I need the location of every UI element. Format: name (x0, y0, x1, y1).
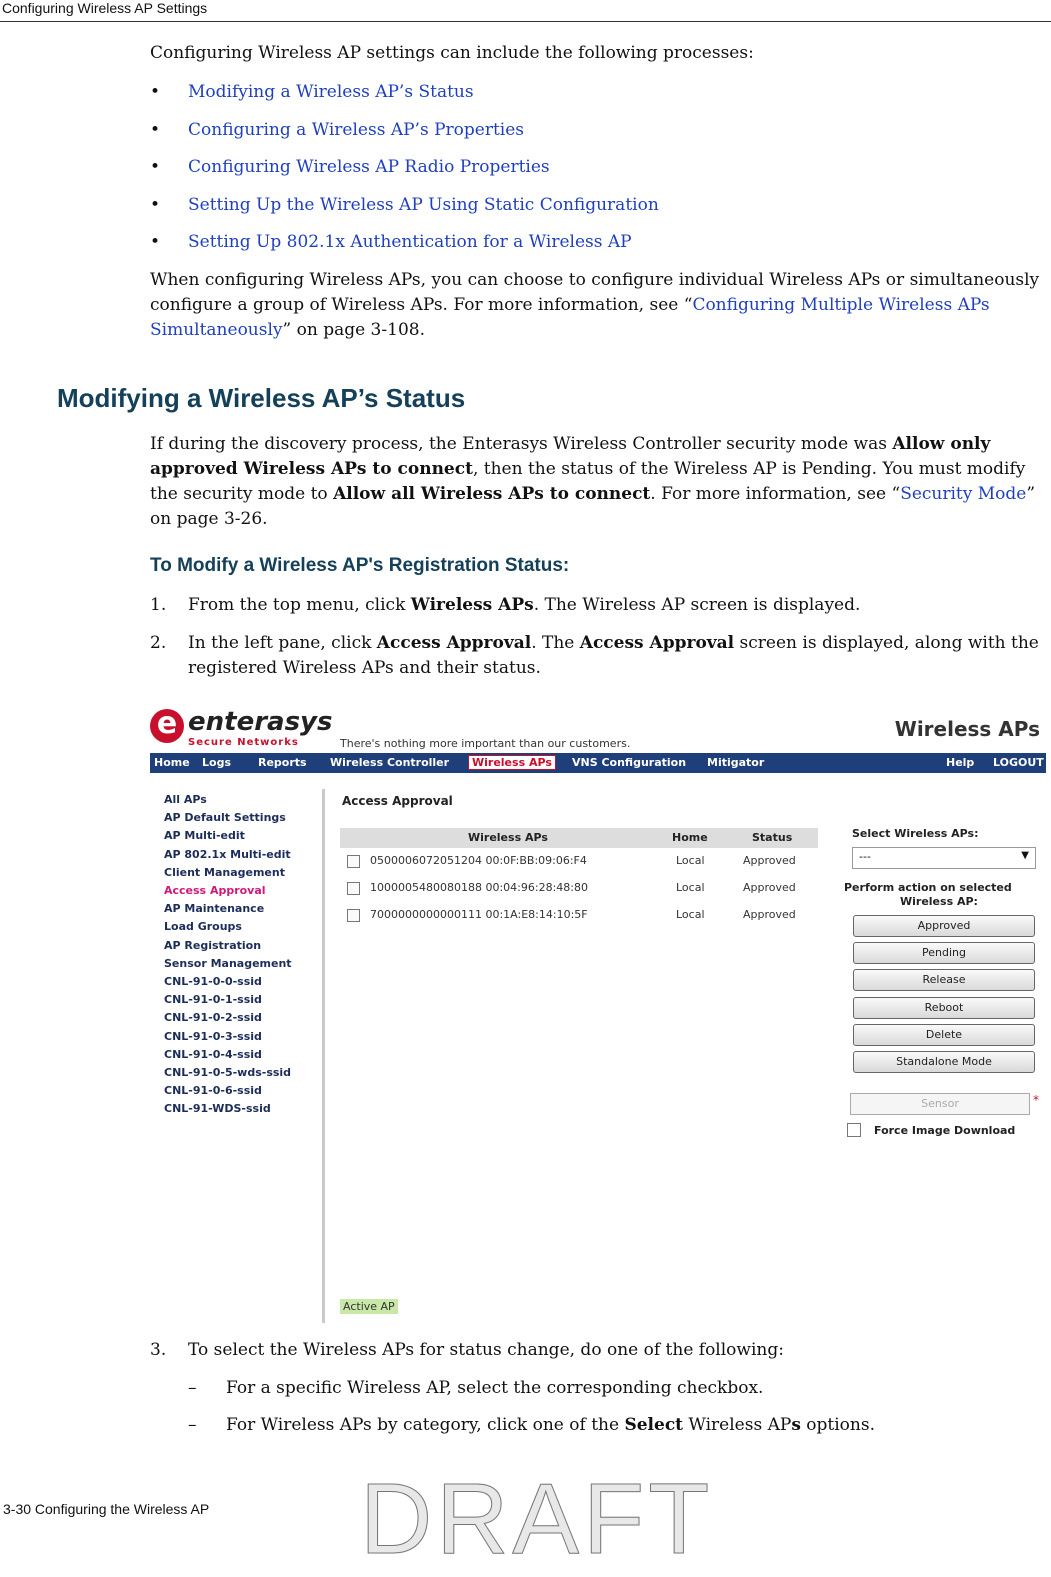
link-security-mode[interactable]: Security Mode (900, 484, 1027, 504)
ap-home: Local (676, 881, 705, 894)
sidebar-item-vns[interactable]: CNL-91-0-6-ssid (164, 1084, 262, 1098)
page-footer: 3-30 Configuring the Wireless AP (3, 1501, 210, 1517)
table-row (340, 875, 818, 902)
menu-wireless-controller[interactable]: Wireless Controller (330, 756, 450, 769)
ap-id: 7000000000000111 00:1A:E8:14:10:5F (370, 908, 588, 921)
link-configuring-properties[interactable]: Configuring a Wireless AP’s Properties (188, 120, 525, 140)
sidebar-item-vns[interactable]: CNL-91-0-2-ssid (164, 1011, 262, 1025)
sidebar-item-load-groups[interactable]: Load Groups (164, 920, 242, 934)
brand-subtitle: Secure Networks (188, 737, 299, 748)
perform-action-label: Perform action on selected (844, 881, 1012, 894)
tagline: There's nothing more important than our customers. (340, 737, 631, 750)
menu-wireless-aps[interactable]: Wireless APs (468, 755, 556, 770)
pending-button[interactable]: Pending (853, 942, 1035, 964)
ap-status: Approved (743, 881, 796, 894)
sidebar-item-client-management[interactable]: Client Management (164, 865, 285, 879)
ap-table (340, 828, 818, 929)
standalone-mode-button[interactable]: Standalone Mode (853, 1051, 1035, 1073)
sidebar-item-vns[interactable]: CNL-91-0-3-ssid (164, 1029, 262, 1043)
sidebar-item-vns[interactable]: CNL-91-0-0-ssid (164, 975, 262, 989)
procedure-heading: To Modify a Wireless AP's Registration Status: (150, 555, 570, 576)
chevron-down-icon: ▼ (1021, 850, 1029, 861)
sensor-button[interactable]: Sensor (850, 1093, 1030, 1115)
ap-home: Local (676, 908, 705, 921)
enterasys-logo-icon: e (150, 709, 184, 743)
status-badge: Active AP (340, 1299, 398, 1314)
approved-button[interactable]: Approved (853, 915, 1035, 937)
section-heading: Modifying a Wireless AP’s Status (57, 383, 466, 413)
table-header (340, 828, 818, 848)
running-header (0, 0, 1051, 22)
panel-title: Access Approval (342, 794, 453, 808)
table-row (340, 902, 818, 929)
menu-reports[interactable]: Reports (258, 756, 307, 769)
sidebar-item-ap-registration[interactable]: AP Registration (164, 938, 262, 952)
perform-action-label-2: Wireless AP: (900, 895, 978, 908)
col-wireless-aps: Wireless APs (468, 831, 548, 844)
menu-logout[interactable]: LOGOUT (993, 756, 1044, 769)
row-checkbox[interactable] (347, 855, 360, 868)
draft-watermark: DRAFT (360, 1463, 714, 1575)
row-checkbox[interactable] (347, 882, 360, 895)
sidebar-item-vns[interactable]: CNL-91-0-1-ssid (164, 993, 262, 1007)
ap-id: 0500006072051204 00:0F:BB:09:06:F4 (370, 854, 587, 867)
force-image-download-checkbox[interactable] (847, 1123, 861, 1137)
release-button[interactable]: Release (853, 969, 1035, 991)
menu-home[interactable]: Home (154, 756, 190, 769)
access-approval-screenshot (150, 703, 1046, 1325)
menu-help[interactable]: Help (946, 756, 975, 769)
col-status: Status (752, 831, 793, 844)
reboot-button[interactable]: Reboot (853, 997, 1035, 1019)
sidebar-item-vns[interactable]: CNL-91-WDS-ssid (164, 1102, 271, 1116)
ap-status: Approved (743, 908, 796, 921)
link-modifying-status[interactable]: Modifying a Wireless AP’s Status (188, 82, 474, 102)
sidebar-item-sensor-management[interactable]: Sensor Management (164, 956, 292, 970)
left-pane (164, 791, 292, 1119)
ap-status: Approved (743, 854, 796, 867)
delete-button[interactable]: Delete (853, 1024, 1035, 1046)
menu-vns-configuration[interactable]: VNS Configuration (572, 756, 687, 769)
sidebar-item-all-aps[interactable]: All APs (164, 793, 207, 806)
sidebar-item-vns[interactable]: CNL-91-0-5-wds-ssid (164, 1066, 292, 1080)
menu-logs[interactable]: Logs (202, 756, 231, 769)
menu-mitigator[interactable]: Mitigator (707, 756, 765, 769)
paragraph-configuring: When configuring Wireless APs, you can choose to configure individual Wireless APs or simultaneously configure a group of Wireless APs. For more information, see “Configuring Multiple Wireless APs Simultaneously” on page 3-108. (150, 270, 1040, 340)
col-home: Home (672, 831, 708, 844)
select-wireless-aps-label: Select Wireless APs: (852, 827, 979, 840)
table-row (340, 848, 818, 875)
link-configuring-multiple[interactable]: Configuring Multiple Wireless APs Simultaneously (150, 295, 990, 340)
select-wireless-aps-dropdown[interactable]: --- ▼ (852, 847, 1036, 869)
sidebar-item-ap-maintenance[interactable]: AP Maintenance (164, 902, 265, 916)
link-radio-properties[interactable]: Configuring Wireless AP Radio Properties (188, 157, 550, 177)
sidebar-item-access-approval[interactable]: Access Approval (164, 884, 266, 898)
pane-divider (322, 789, 325, 1323)
intro-text: Configuring Wireless AP settings can include the following processes: (150, 43, 754, 63)
force-image-download-label: Force Image Download (874, 1124, 1016, 1137)
top-menu (150, 753, 1046, 773)
ap-home: Local (676, 854, 705, 867)
ap-id: 1000005480080188 00:04:96:28:48:80 (370, 881, 588, 894)
sidebar-item-vns[interactable]: CNL-91-0-4-ssid (164, 1047, 262, 1061)
link-8021x-authentication[interactable]: Setting Up 802.1x Authentication for a Wireless AP (188, 232, 632, 252)
required-mark: * (1033, 1093, 1039, 1107)
header-title: Configuring Wireless AP Settings (2, 0, 208, 16)
sidebar-item-ap-8021x-multi-edit[interactable]: AP 802.1x Multi-edit (164, 847, 291, 861)
page-title: Wireless APs (894, 717, 1040, 741)
brand-name: enterasys (188, 707, 333, 737)
sidebar-item-ap-default-settings[interactable]: AP Default Settings (164, 811, 286, 825)
sidebar-item-ap-multi-edit[interactable]: AP Multi-edit (164, 829, 245, 843)
link-static-configuration[interactable]: Setting Up the Wireless AP Using Static Configuration (188, 195, 659, 215)
paragraph-status: If during the discovery process, the Enterasys Wireless Controller security mode was Allow only approved Wireless APs to connect, then the status of the Wireless AP is Pending. You must modify the security mode to Allow all Wireless APs to connect. For more information, see “Security Mode” on page 3-26. (150, 434, 1036, 529)
row-checkbox[interactable] (347, 909, 360, 922)
